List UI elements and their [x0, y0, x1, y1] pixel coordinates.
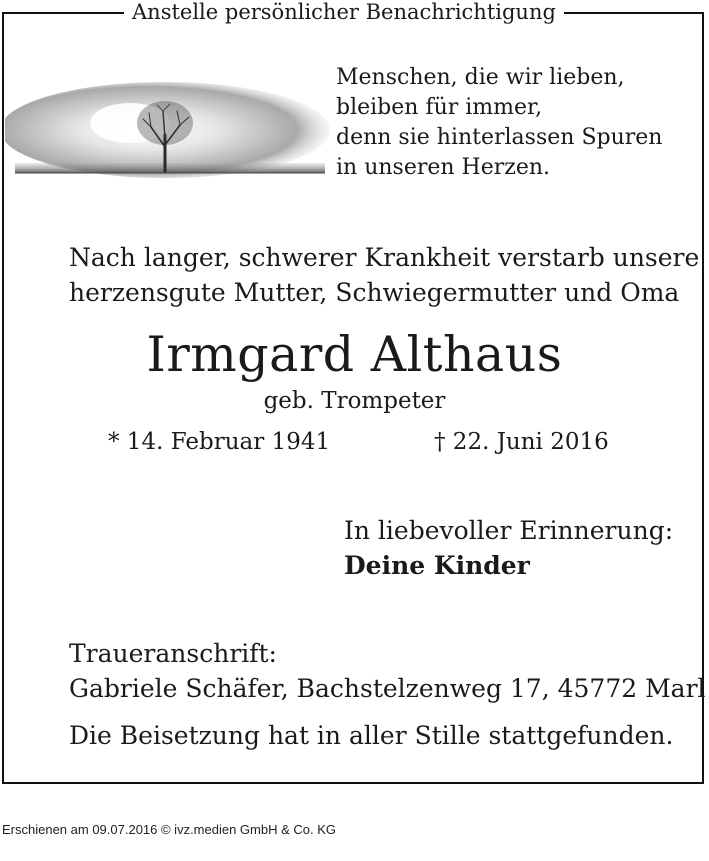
memory-block [344, 513, 673, 583]
poem [336, 63, 662, 183]
publication-footer: Erschienen am 09.07.2016 © ivz.medien GmbH & Co. KG [2, 822, 337, 837]
birth-name: geb. Trompeter [263, 388, 446, 414]
funeral-note: Die Beisetzung hat in aller Stille stattgefunden. [69, 721, 674, 750]
intro-text [69, 240, 699, 310]
deceased-name: Irmgard Althaus [146, 326, 563, 383]
address-block [69, 636, 706, 706]
tree-landscape-image [5, 75, 330, 185]
address-label: Traueranschrift: [69, 639, 277, 668]
address-text: Gabriele Schäfer, Bachstelzenweg 17, 45772 Marl [69, 674, 706, 703]
intro-line: Nach langer, schwerer Krankheit verstarb unsere [69, 243, 700, 272]
intro-line: herzensgute Mutter, Schwiegermutter und Oma [69, 278, 680, 307]
notice-header: Anstelle persönlicher Benachrichtigung [124, 0, 564, 24]
poem-line: denn sie hinterlassen Spuren [336, 125, 663, 150]
birth-date: * 14. Februar 1941 [108, 429, 331, 455]
poem-line: Menschen, die wir lieben, [336, 65, 625, 90]
death-date: † 22. Juni 2016 [434, 429, 609, 455]
signed-by: Deine Kinder [344, 551, 530, 580]
poem-line: in unseren Herzen. [336, 155, 551, 180]
memory-line: In liebevoller Erinnerung: [344, 516, 674, 545]
poem-line: bleiben für immer, [336, 95, 543, 120]
